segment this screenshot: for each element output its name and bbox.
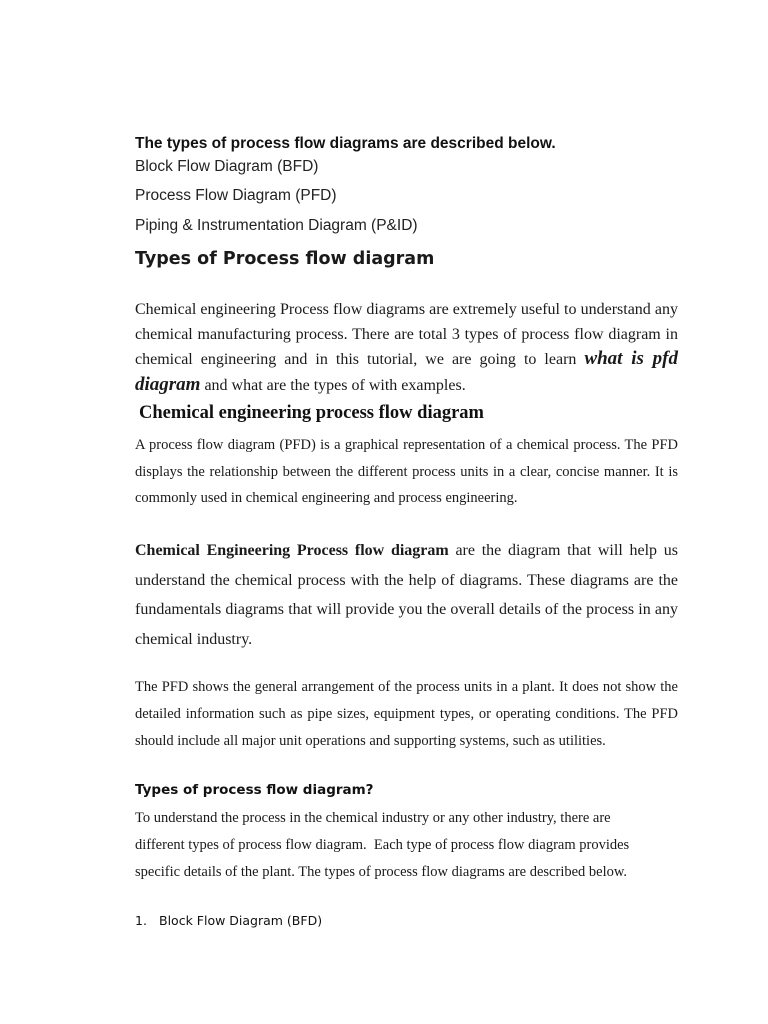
intro-item-pfd: Process Flow Diagram (PFD) — [135, 187, 337, 204]
list-item-label: Block Flow Diagram (BFD) — [159, 913, 323, 928]
paragraph-pfd-purpose — [135, 536, 678, 654]
list-item-bfd — [135, 913, 322, 928]
paragraph-types-line-3: specific details of the plant. The types of process flow diagrams are described below. — [135, 864, 628, 880]
paragraph-pfd-purpose-bold: Chemical Engineering Process flow diagram — [135, 542, 449, 559]
section-heading-chemical-pfd: Chemical engineering process flow diagram — [139, 403, 484, 423]
intro-item-pid: Piping & Instrumentation Diagram (P&ID) — [135, 217, 418, 234]
paragraph-pfd-definition: A process flow diagram (PFD) is a graphical representation of a chemical process. The PFD displays the relationship between the different process units in a clear, concise manner. It is commonly used in chemical engineering and process engineering. — [135, 437, 678, 506]
paragraph-intro-emphasis: what is pfd diagram — [135, 348, 678, 395]
intro-item-bfd: Block Flow Diagram (BFD) — [135, 158, 319, 175]
paragraph-pfd-arrangement: The PFD shows the general arrangement of the process units in a plant. It does not show the detailed information such as pipe sizes, equipment types, or operating conditions. The PFD should include all major unit operations and supporting systems, such as utilities. — [135, 679, 678, 749]
paragraph-intro-part1: Chemical engineering Process flow diagrams are extremely useful to understand any chemical manufacturing process. There are total 3 types of process flow diagram in chemical engineering and in this tutorial, we are going to learn — [135, 301, 678, 368]
paragraph-types-line-2: different types of process flow diagram. Each type of process flow diagram provides — [135, 837, 630, 853]
list-item-number: 1. — [135, 913, 147, 928]
intro-heading: The types of process flow diagrams are described below. — [135, 135, 556, 152]
paragraph-intro-part2: and what are the types of with examples. — [204, 376, 466, 394]
paragraph-types-intro — [135, 805, 695, 886]
section-heading-types-question: Types of process flow diagram? — [135, 782, 374, 798]
paragraph-types-line-1: To understand the process in the chemical industry or any other industry, there are — [135, 810, 611, 826]
section-heading-types: Types of Process flow diagram — [135, 249, 435, 269]
paragraph-intro — [135, 298, 678, 398]
paragraph-pfd-purpose-rest: are the diagram that will help us understand the chemical process with the help of diagrams. These diagrams are the fundamentals diagrams that will provide you the overall details of the process in any chemical industry. — [135, 542, 679, 648]
